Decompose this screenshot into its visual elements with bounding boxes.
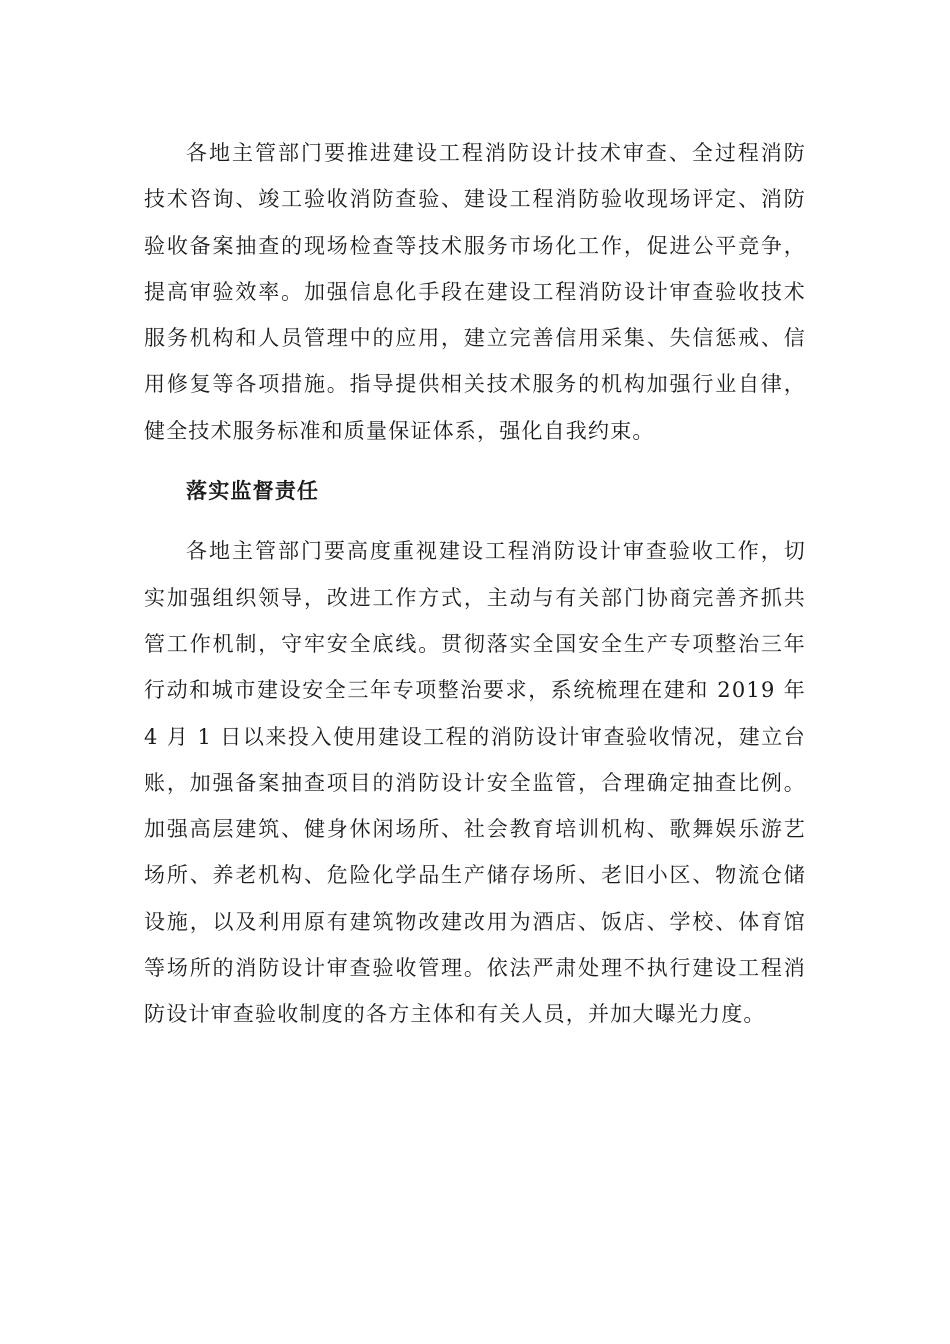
paragraph-supervision: 各地主管部门要高度重视建设工程消防设计审查验收工作，切实加强组织领导，改进工作方式，主动与有关部门协商完善齐抓共管工作机制，守牢安全底线。贯彻落实全国安全生产专项整治三年行动和城市建设安全三年专项整治要求，系统梳理在建和 2019 年 4 月 1 日以来投入使用建设工程的消防设计审查验收情况，建立台账，加强备案抽查项目的消防设计安全监管，合理确定抽查比例。加强高层建筑、健身休闲场所、社会教育培训机构、歌舞娱乐游艺场所、养老机构、危险化学品生产储存场所、老旧小区、物流仓储设施，以及利用原有建筑物改建改用为酒店、饭店、学校、体育馆等场所的消防设计审查验收管理。依法严肃处理不执行建设工程消防设计审查验收制度的各方主体和有关人员，并加大曝光力度。	[144, 539, 806, 1027]
paragraph-technical-services: 各地主管部门要推进建设工程消防设计技术审查、全过程消防技术咨询、竣工验收消防查验、建设工程消防验收现场评定、消防验收备案抽查的现场检查等技术服务市场化工作，促进公平竞争，提高审验效率。加强信息化手段在建设工程消防设计审查验收技术服务机构和人员管理中的应用，建立完善信用采集、失信惩戒、信用修复等各项措施。指导提供相关技术服务的机构加强行业自律，健全技术服务标准和质量保证体系，强化自我约束。	[144, 141, 806, 443]
section-heading: 落实监督责任	[186, 479, 320, 504]
document-body	[144, 130, 806, 1038]
